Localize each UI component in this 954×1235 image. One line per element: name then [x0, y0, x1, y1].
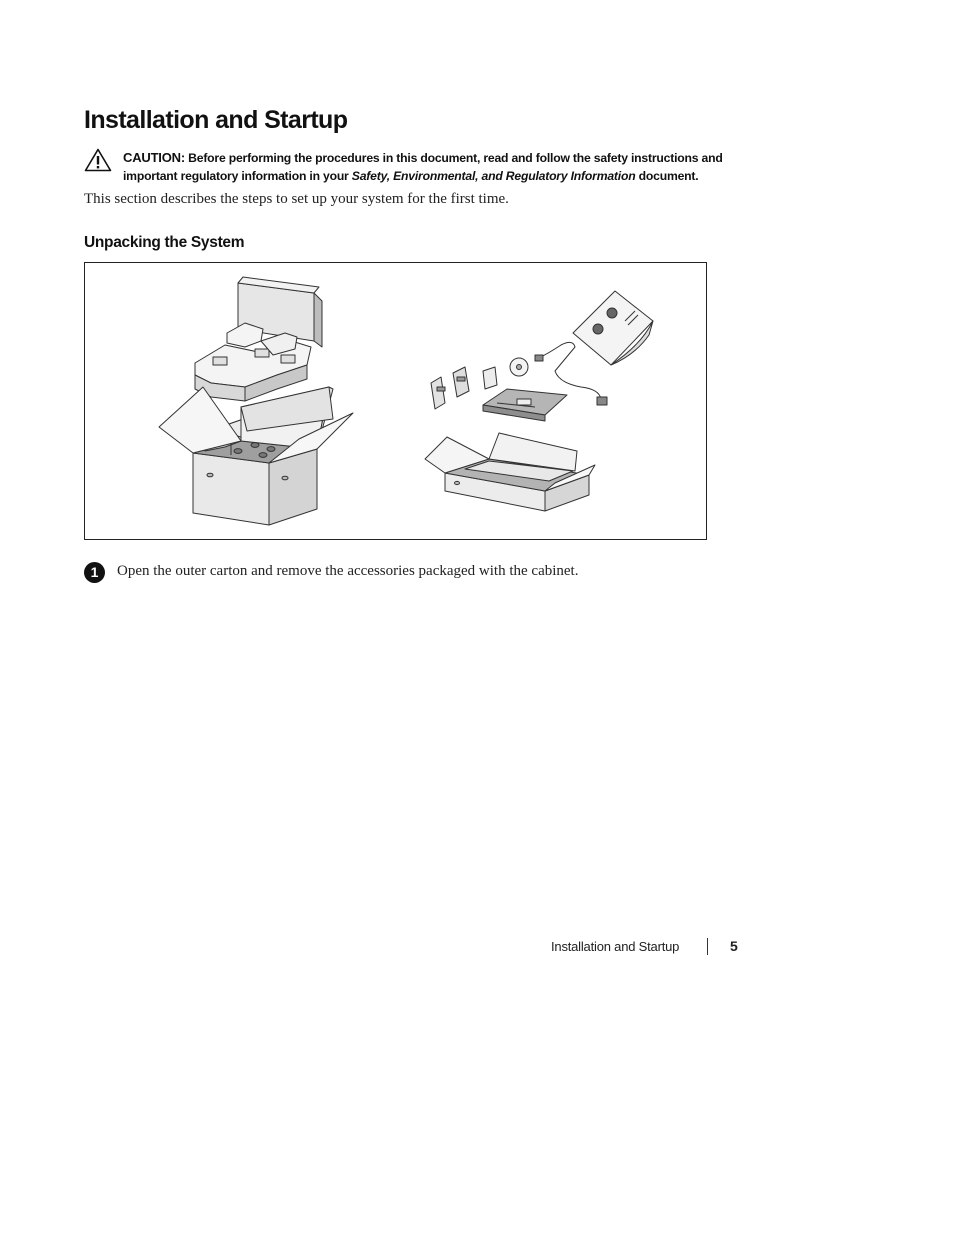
footer-section-title: Installation and Startup [551, 939, 680, 954]
page-title: Installation and Startup [84, 106, 348, 134]
documentation-binder-shape [573, 291, 653, 365]
intro-paragraph: This section describes the steps to set up your system for the first time. [84, 191, 509, 207]
accessory-pack-shape [483, 367, 497, 389]
page-footer [540, 938, 740, 958]
caution-body-start: Before performing the procedures in this document, read and follow the safety instructions and important regulatory information in your [123, 151, 723, 183]
rail-kit-tray-shape [483, 389, 567, 421]
warning-triangle-icon [84, 148, 112, 172]
large-carton-shape [159, 387, 353, 525]
unpacking-illustration [85, 263, 708, 541]
footer-page-number: 5 [730, 938, 738, 954]
caution-label: CAUTION: [123, 150, 185, 165]
section-heading: Unpacking the System [84, 234, 245, 251]
caution-text [123, 149, 773, 185]
step-text: Open the outer carton and remove the accessories packaged with the cabinet. [117, 563, 579, 579]
caution-document-name: Safety, Environmental, and Regulatory Information [351, 168, 636, 183]
rail-brackets-shape [431, 367, 469, 409]
small-carton-shape [425, 433, 595, 511]
unpacking-figure [84, 262, 707, 540]
caution-body-end: document. [635, 168, 699, 183]
step-number-badge: 1 [84, 562, 105, 583]
footer-divider [707, 938, 708, 955]
cd-disc-shape [510, 358, 528, 376]
